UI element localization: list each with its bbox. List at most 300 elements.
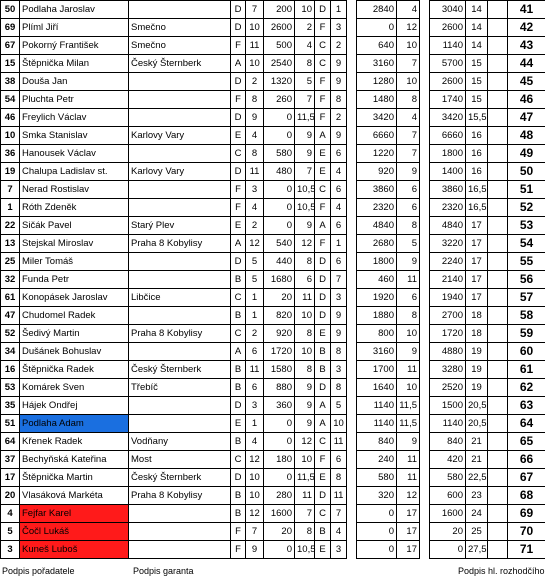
place-1-cell: 12 — [246, 505, 264, 523]
place-1-cell: 10 — [246, 55, 264, 73]
total-points-cell: 16 — [466, 163, 488, 181]
place-1-cell: 5 — [246, 271, 264, 289]
spacer-cell — [347, 109, 357, 127]
spacer-cell — [488, 55, 508, 73]
weight-2-cell: 3420 — [357, 109, 397, 127]
spacer-cell — [488, 523, 508, 541]
spacer-cell — [488, 73, 508, 91]
rank-cell: 45 — [508, 73, 545, 91]
spacer-cell — [347, 523, 357, 541]
start-number-cell: 1 — [1, 199, 20, 217]
total-weight-cell: 3040 — [430, 1, 466, 19]
club-city-cell: Český Šternberk — [129, 55, 231, 73]
total-points-cell: 17 — [466, 217, 488, 235]
table-row — [1, 271, 545, 289]
start-number-cell: 32 — [1, 271, 20, 289]
points-2-cell: 6 — [397, 181, 420, 199]
total-weight-cell: 1140 — [430, 415, 466, 433]
start-number-cell: 61 — [1, 289, 20, 307]
points-2-cell: 9 — [397, 253, 420, 271]
competitor-name-cell: Komárek Sven — [20, 379, 129, 397]
spacer-cell — [420, 181, 430, 199]
place-1-cell: 5 — [246, 253, 264, 271]
competitor-name-cell: Podlaha Jaroslav — [20, 1, 129, 19]
weight-2-cell: 320 — [357, 487, 397, 505]
spacer-cell — [347, 127, 357, 145]
total-points-cell: 21 — [466, 451, 488, 469]
weight-1-cell: 580 — [264, 145, 295, 163]
place-2-cell: 9 — [331, 55, 347, 73]
weight-1-cell: 1600 — [264, 505, 295, 523]
spacer-cell — [488, 415, 508, 433]
total-points-cell: 23 — [466, 487, 488, 505]
sector-1-cell: B — [231, 379, 246, 397]
total-points-cell: 22,5 — [466, 469, 488, 487]
competitor-name-cell: Freylich Václav — [20, 109, 129, 127]
sector-1-cell: B — [231, 433, 246, 451]
competitor-name-cell: Fejfar Karel — [20, 505, 129, 523]
sector-2-cell: A — [315, 217, 331, 235]
table-row — [1, 361, 545, 379]
spacer-cell — [347, 397, 357, 415]
weight-1-cell: 0 — [264, 181, 295, 199]
spacer-cell — [420, 73, 430, 91]
place-2-cell: 1 — [331, 1, 347, 19]
spacer-cell — [488, 37, 508, 55]
sector-1-cell: A — [231, 55, 246, 73]
points-1-cell: 11 — [295, 289, 315, 307]
spacer-cell — [488, 109, 508, 127]
weight-1-cell: 0 — [264, 199, 295, 217]
sector-1-cell: C — [231, 325, 246, 343]
place-1-cell: 4 — [246, 433, 264, 451]
place-1-cell: 4 — [246, 199, 264, 217]
weight-1-cell: 20 — [264, 289, 295, 307]
club-city-cell — [129, 307, 231, 325]
spacer-cell — [347, 415, 357, 433]
spacer-cell — [347, 91, 357, 109]
weight-2-cell: 580 — [357, 469, 397, 487]
points-2-cell: 17 — [397, 523, 420, 541]
rank-cell: 61 — [508, 361, 545, 379]
weight-2-cell: 3160 — [357, 343, 397, 361]
spacer-cell — [488, 307, 508, 325]
place-2-cell: 6 — [331, 145, 347, 163]
total-weight-cell: 2520 — [430, 379, 466, 397]
spacer-cell — [420, 325, 430, 343]
club-city-cell: Český Šternberk — [129, 469, 231, 487]
spacer-cell — [420, 109, 430, 127]
total-points-cell: 18 — [466, 307, 488, 325]
table-row — [1, 109, 545, 127]
rank-cell: 65 — [508, 433, 545, 451]
place-2-cell: 3 — [331, 361, 347, 379]
spacer-cell — [347, 37, 357, 55]
sector-2-cell: B — [315, 343, 331, 361]
spacer-cell — [347, 19, 357, 37]
club-city-cell: Český Šternberk — [129, 361, 231, 379]
weight-1-cell: 480 — [264, 163, 295, 181]
total-points-cell: 19 — [466, 343, 488, 361]
weight-1-cell: 0 — [264, 541, 295, 559]
competitor-name-cell: Kuneš Luboš — [20, 541, 129, 559]
weight-1-cell: 820 — [264, 307, 295, 325]
sector-1-cell: D — [231, 19, 246, 37]
weight-1-cell: 0 — [264, 469, 295, 487]
weight-1-cell: 0 — [264, 433, 295, 451]
place-1-cell: 9 — [246, 541, 264, 559]
rank-cell: 43 — [508, 37, 545, 55]
points-2-cell: 8 — [397, 307, 420, 325]
sector-2-cell: F — [315, 73, 331, 91]
spacer-cell — [347, 451, 357, 469]
table-row — [1, 325, 545, 343]
rank-cell: 58 — [508, 307, 545, 325]
spacer-cell — [420, 127, 430, 145]
total-weight-cell: 580 — [430, 469, 466, 487]
start-number-cell: 47 — [1, 307, 20, 325]
spacer-cell — [488, 181, 508, 199]
table-row — [1, 145, 545, 163]
weight-1-cell: 200 — [264, 1, 295, 19]
spacer-cell — [347, 181, 357, 199]
spacer-cell — [488, 325, 508, 343]
sector-2-cell: F — [315, 91, 331, 109]
points-2-cell: 8 — [397, 91, 420, 109]
competitor-name-cell: Smka Stanislav — [20, 127, 129, 145]
points-2-cell: 11,5 — [397, 397, 420, 415]
spacer-cell — [488, 541, 508, 559]
rank-cell: 44 — [508, 55, 545, 73]
spacer-cell — [420, 397, 430, 415]
place-1-cell: 11 — [246, 163, 264, 181]
points-1-cell: 6 — [295, 271, 315, 289]
spacer-cell — [420, 37, 430, 55]
weight-2-cell: 1280 — [357, 73, 397, 91]
competitor-name-cell: Štěpnička Radek — [20, 361, 129, 379]
table-row — [1, 217, 545, 235]
place-2-cell: 9 — [331, 325, 347, 343]
place-2-cell: 6 — [331, 217, 347, 235]
club-city-cell: Most — [129, 451, 231, 469]
sector-1-cell: D — [231, 253, 246, 271]
table-row — [1, 181, 545, 199]
place-2-cell: 7 — [331, 505, 347, 523]
club-city-cell: Libčice — [129, 289, 231, 307]
club-city-cell — [129, 271, 231, 289]
spacer-cell — [488, 253, 508, 271]
start-number-cell: 64 — [1, 433, 20, 451]
spacer-cell — [420, 523, 430, 541]
weight-2-cell: 3160 — [357, 55, 397, 73]
points-2-cell: 4 — [397, 109, 420, 127]
start-number-cell: 10 — [1, 127, 20, 145]
weight-1-cell: 0 — [264, 109, 295, 127]
spacer-cell — [347, 145, 357, 163]
total-weight-cell: 420 — [430, 451, 466, 469]
spacer-cell — [488, 289, 508, 307]
weight-2-cell: 0 — [357, 19, 397, 37]
points-2-cell: 4 — [397, 1, 420, 19]
total-weight-cell: 2700 — [430, 307, 466, 325]
points-2-cell: 6 — [397, 289, 420, 307]
sector-1-cell: F — [231, 181, 246, 199]
total-points-cell: 17 — [466, 253, 488, 271]
weight-2-cell: 3860 — [357, 181, 397, 199]
place-2-cell: 7 — [331, 271, 347, 289]
rank-cell: 50 — [508, 163, 545, 181]
points-2-cell: 11 — [397, 451, 420, 469]
spacer-cell — [347, 289, 357, 307]
total-points-cell: 15 — [466, 55, 488, 73]
place-2-cell: 6 — [331, 253, 347, 271]
place-1-cell: 2 — [246, 217, 264, 235]
total-weight-cell: 1400 — [430, 163, 466, 181]
spacer-cell — [488, 343, 508, 361]
points-1-cell: 12 — [295, 235, 315, 253]
club-city-cell: Karlovy Vary — [129, 127, 231, 145]
total-points-cell: 19 — [466, 361, 488, 379]
place-1-cell: 11 — [246, 37, 264, 55]
spacer-cell — [488, 163, 508, 181]
points-1-cell: 10,5 — [295, 199, 315, 217]
sector-1-cell: F — [231, 199, 246, 217]
points-1-cell: 7 — [295, 505, 315, 523]
place-1-cell: 7 — [246, 523, 264, 541]
total-weight-cell: 1720 — [430, 325, 466, 343]
sector-1-cell: D — [231, 469, 246, 487]
place-1-cell: 2 — [246, 325, 264, 343]
spacer-cell — [488, 1, 508, 19]
points-2-cell: 11 — [397, 361, 420, 379]
total-points-cell: 18 — [466, 325, 488, 343]
spacer-cell — [420, 307, 430, 325]
points-2-cell: 17 — [397, 541, 420, 559]
spacer-cell — [347, 325, 357, 343]
place-2-cell: 8 — [331, 469, 347, 487]
rank-cell: 41 — [508, 1, 545, 19]
club-city-cell: Praha 8 Kobylisy — [129, 325, 231, 343]
sector-2-cell: D — [315, 307, 331, 325]
points-2-cell: 10 — [397, 73, 420, 91]
total-weight-cell: 5700 — [430, 55, 466, 73]
rank-cell: 46 — [508, 91, 545, 109]
competitor-name-cell: Podlaha Adam — [20, 415, 129, 433]
place-2-cell: 4 — [331, 199, 347, 217]
total-weight-cell: 600 — [430, 487, 466, 505]
competitor-name-cell: Pluchta Petr — [20, 91, 129, 109]
club-city-cell — [129, 505, 231, 523]
weight-1-cell: 1720 — [264, 343, 295, 361]
sector-1-cell: F — [231, 523, 246, 541]
weight-2-cell: 920 — [357, 163, 397, 181]
table-row — [1, 235, 545, 253]
place-2-cell: 10 — [331, 415, 347, 433]
place-2-cell: 6 — [331, 181, 347, 199]
club-city-cell: Karlovy Vary — [129, 163, 231, 181]
points-1-cell: 4 — [295, 37, 315, 55]
weight-1-cell: 0 — [264, 415, 295, 433]
weight-1-cell: 880 — [264, 379, 295, 397]
total-weight-cell: 2140 — [430, 271, 466, 289]
weight-2-cell: 1220 — [357, 145, 397, 163]
points-1-cell: 10 — [295, 307, 315, 325]
spacer-cell — [488, 361, 508, 379]
club-city-cell: Praha 8 Kobylisy — [129, 235, 231, 253]
place-1-cell: 10 — [246, 469, 264, 487]
weight-2-cell: 1700 — [357, 361, 397, 379]
competitor-name-cell: Hájek Ondřej — [20, 397, 129, 415]
rank-cell: 62 — [508, 379, 545, 397]
club-city-cell — [129, 541, 231, 559]
sector-2-cell: A — [315, 397, 331, 415]
weight-1-cell: 20 — [264, 523, 295, 541]
total-points-cell: 20,5 — [466, 397, 488, 415]
start-number-cell: 4 — [1, 505, 20, 523]
points-1-cell: 8 — [295, 253, 315, 271]
total-points-cell: 14 — [466, 19, 488, 37]
weight-1-cell: 0 — [264, 217, 295, 235]
total-points-cell: 15 — [466, 73, 488, 91]
rank-cell: 49 — [508, 145, 545, 163]
weight-2-cell: 640 — [357, 37, 397, 55]
competitor-name-cell: Chalupa Ladislav st. — [20, 163, 129, 181]
club-city-cell: Smečno — [129, 37, 231, 55]
start-number-cell: 52 — [1, 325, 20, 343]
total-points-cell: 17 — [466, 289, 488, 307]
place-2-cell: 9 — [331, 127, 347, 145]
competitor-name-cell: Křenek Radek — [20, 433, 129, 451]
total-weight-cell: 3220 — [430, 235, 466, 253]
sector-2-cell: E — [315, 145, 331, 163]
competitor-name-cell: Štěpnička Milan — [20, 55, 129, 73]
place-1-cell: 8 — [246, 145, 264, 163]
total-points-cell: 27,5 — [466, 541, 488, 559]
spacer-cell — [347, 235, 357, 253]
weight-2-cell: 1800 — [357, 253, 397, 271]
sector-2-cell: E — [315, 541, 331, 559]
weight-1-cell: 260 — [264, 91, 295, 109]
weight-1-cell: 360 — [264, 397, 295, 415]
guarantor-signature-label: Podpis garanta — [133, 566, 194, 576]
rank-cell: 68 — [508, 487, 545, 505]
total-points-cell: 16 — [466, 145, 488, 163]
sector-2-cell: C — [315, 55, 331, 73]
start-number-cell: 37 — [1, 451, 20, 469]
sector-2-cell: C — [315, 37, 331, 55]
spacer-cell — [347, 469, 357, 487]
total-weight-cell: 1800 — [430, 145, 466, 163]
spacer-cell — [347, 361, 357, 379]
place-2-cell: 3 — [331, 289, 347, 307]
competitor-name-cell: Sičák Pavel — [20, 217, 129, 235]
weight-2-cell: 2680 — [357, 235, 397, 253]
start-number-cell: 35 — [1, 397, 20, 415]
start-number-cell: 13 — [1, 235, 20, 253]
rank-cell: 64 — [508, 415, 545, 433]
table-row — [1, 487, 545, 505]
place-2-cell: 1 — [331, 235, 347, 253]
place-1-cell: 8 — [246, 91, 264, 109]
table-row — [1, 163, 545, 181]
total-weight-cell: 2600 — [430, 19, 466, 37]
total-points-cell: 24 — [466, 505, 488, 523]
total-points-cell: 16 — [466, 127, 488, 145]
weight-2-cell: 2840 — [357, 1, 397, 19]
points-1-cell: 9 — [295, 127, 315, 145]
start-number-cell: 16 — [1, 361, 20, 379]
sector-1-cell: E — [231, 127, 246, 145]
table-row — [1, 379, 545, 397]
start-number-cell: 5 — [1, 523, 20, 541]
club-city-cell: Praha 8 Kobylisy — [129, 487, 231, 505]
points-1-cell: 10 — [295, 1, 315, 19]
points-1-cell: 11,5 — [295, 109, 315, 127]
place-1-cell: 1 — [246, 415, 264, 433]
spacer-cell — [488, 199, 508, 217]
spacer-cell — [488, 451, 508, 469]
rank-cell: 54 — [508, 235, 545, 253]
place-2-cell: 4 — [331, 523, 347, 541]
points-1-cell: 9 — [295, 217, 315, 235]
sector-2-cell: F — [315, 109, 331, 127]
club-city-cell — [129, 415, 231, 433]
place-2-cell: 3 — [331, 19, 347, 37]
table-row — [1, 415, 545, 433]
sector-2-cell: D — [315, 1, 331, 19]
place-2-cell: 9 — [331, 307, 347, 325]
total-weight-cell: 1940 — [430, 289, 466, 307]
sector-2-cell: F — [315, 199, 331, 217]
total-weight-cell: 1140 — [430, 37, 466, 55]
sector-2-cell: A — [315, 127, 331, 145]
competitor-name-cell: Bechyňská Kateřina — [20, 451, 129, 469]
spacer-cell — [420, 505, 430, 523]
points-1-cell: 10,5 — [295, 541, 315, 559]
sector-1-cell: D — [231, 1, 246, 19]
start-number-cell: 50 — [1, 1, 20, 19]
sector-1-cell: C — [231, 289, 246, 307]
spacer-cell — [488, 379, 508, 397]
start-number-cell: 53 — [1, 379, 20, 397]
place-2-cell: 2 — [331, 37, 347, 55]
points-1-cell: 8 — [295, 325, 315, 343]
weight-2-cell: 460 — [357, 271, 397, 289]
place-1-cell: 3 — [246, 181, 264, 199]
points-1-cell: 10 — [295, 343, 315, 361]
table-row — [1, 307, 545, 325]
place-2-cell: 11 — [331, 433, 347, 451]
competitor-name-cell: Šedivý Martin — [20, 325, 129, 343]
spacer-cell — [488, 397, 508, 415]
spacer-cell — [347, 487, 357, 505]
rank-cell: 63 — [508, 397, 545, 415]
club-city-cell — [129, 181, 231, 199]
sector-2-cell: B — [315, 523, 331, 541]
total-weight-cell: 0 — [430, 541, 466, 559]
spacer-cell — [420, 19, 430, 37]
place-2-cell: 8 — [331, 343, 347, 361]
start-number-cell: 69 — [1, 19, 20, 37]
spacer-cell — [347, 433, 357, 451]
spacer-cell — [347, 217, 357, 235]
points-1-cell: 5 — [295, 73, 315, 91]
spacer-cell — [488, 469, 508, 487]
spacer-cell — [347, 505, 357, 523]
points-1-cell: 9 — [295, 145, 315, 163]
rank-cell: 52 — [508, 199, 545, 217]
total-points-cell: 15 — [466, 91, 488, 109]
